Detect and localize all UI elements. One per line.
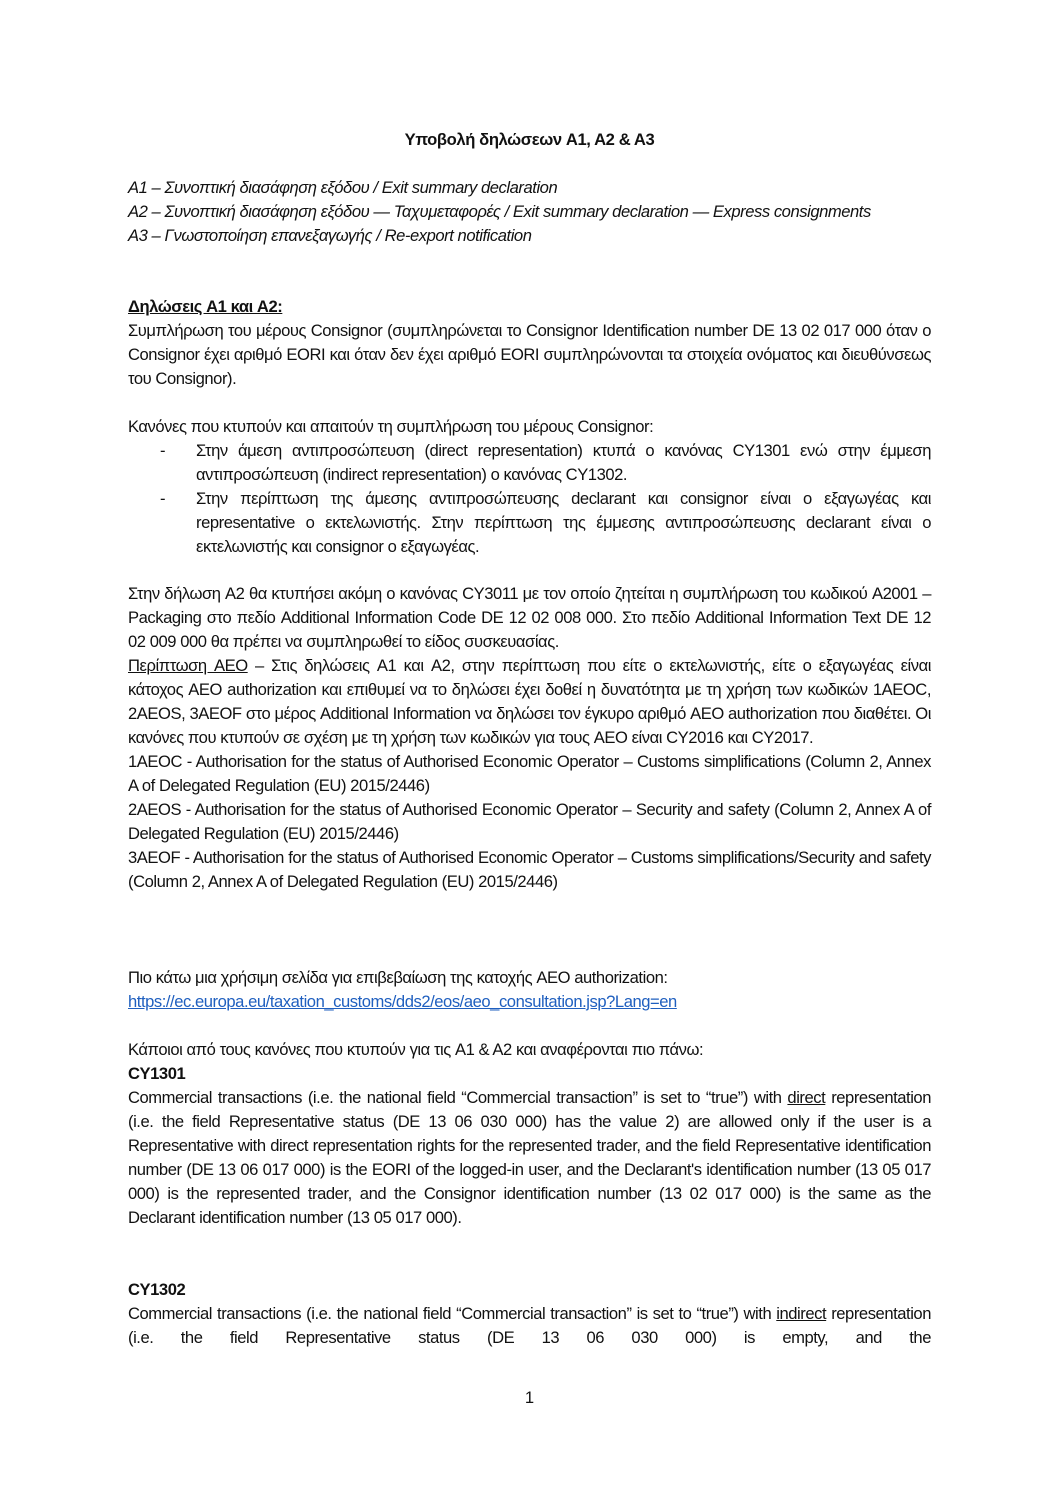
aeo-code-2aeos: 2AEOS - Authorisation for the status of Authorised Economic Operator – Security and safety (Column 2, Annex A of Delegated Regulation (EU) 2015/2446) — [128, 800, 931, 843]
rule-text-part: Commercial transactions (i.e. the national field “Commercial transaction” is set to “true”) with — [128, 1304, 777, 1323]
rule-underlined-term: direct — [787, 1088, 826, 1107]
declaration-types-list — [128, 176, 931, 248]
section-heading: Δηλώσεις A1 και A2: — [128, 297, 283, 316]
rule-bullet: - Στην περίπτωση της άμεσης αντιπροσώπευσης declarant και consignor είναι ο εξαγωγέας και representative ο εκτελωνιστής. Στην περίπτωση της έμμεσης αντιπροσώπευσης declarant είναι ο εκτελωνιστής και consignor ο εξαγωγέας. — [128, 487, 931, 559]
consignor-rules — [128, 415, 931, 559]
declaration-type-a1: A1 – Συνοπτική διασάφηση εξόδου / Exit summary declaration — [128, 178, 558, 197]
rules-intro: Κανόνες που κτυπούν και απαιτούν τη συμπλήρωση του μέρους Consignor: — [128, 417, 654, 436]
rule-bullet: - Στην άμεση αντιπροσώπευση (direct representation) κτυπά ο κανόνας CY1301 ενώ στην έμμεση αντιπροσώπευση (indirect representation) ο κανόνας CY1302. — [128, 439, 931, 487]
aeo-consultation-link[interactable]: https://ec.europa.eu/taxation_customs/dds2/eos/aeo_consultation.jsp?Lang=en — [128, 992, 677, 1011]
declaration-type-a3: A3 – Γνωστοποίηση επανεξαγωγής / Re-export notification — [128, 226, 532, 245]
consignor-intro-paragraph: Συμπλήρωση του μέρους Consignor (συμπληρώνεται το Consignor Identification number DE 13 02 017 000 όταν ο Consignor έχει αριθμό EORI και όταν δεν έχει αριθμό EORI συμπληρώνονται τα στοιχεία ονόματος και διευθύνσεως του Consignor). — [128, 321, 931, 388]
aeo-text: – Στις δηλώσεις A1 και A2, στην περίπτωση που είτε ο εκτελωνιστής, είτε ο εξαγωγέας είναι κάτοχος AEO authorization και επιθυμεί να το δηλώσει έχει δοθεί η δυνατότητα με τη χρήση των κωδικών 1AEOC, 2AEOS, 3AEOF στο μέρος Additional Information να δηλώσει τον έγκυρο αριθμό AEO authorization που διαθέτει. Οι κανόνες που κτυπούν σε σχέση με τη χρήση των κωδικών για τους AEO είναι CY2016 και CY2017. — [128, 656, 931, 747]
rule-text-part: Commercial transactions (i.e. the national field “Commercial transaction” is set to “true”) with — [128, 1088, 788, 1107]
section-a1-a2 — [128, 295, 931, 391]
a2-note — [128, 582, 931, 654]
declaration-type-a2: A2 – Συνοπτική διασάφηση εξόδου — Ταχυμεταφορές / Exit summary declaration — Express consignments — [128, 202, 871, 221]
rule-code-cy1302: CY1302 — [128, 1280, 186, 1299]
aeo-label: Περίπτωση AEO — [128, 656, 248, 675]
rule-text-part: representation (i.e. the field Representative status (DE 13 06 030 000) is empty, and the — [128, 1304, 931, 1347]
rules-section — [128, 1038, 931, 1230]
aeo-useful-page — [128, 966, 931, 1014]
rules-intro-text: Κάποιοι από τους κανόνες που κτυπούν για τις A1 & A2 και αναφέρονται πιο πάνω: — [128, 1040, 704, 1059]
rule-cy1302-text — [128, 1302, 931, 1350]
aeo-section — [128, 654, 931, 894]
rule-text-part: representation (i.e. the field Representative status (DE 13 06 030 000) has the value 2) are allowed only if the user is a Representative with direct representation rights for the represented trader, and the field Representative identification number (DE 13 06 017 000) is the EORI of the logged-in user, and the Declarant's identification number (13 05 017 000) is the represented trader, and the Consignor identification number (13 02 017 000) is the same as the Declarant identification number (13 05 017 000). — [128, 1088, 931, 1227]
rule-cy1301-text — [128, 1086, 931, 1230]
a2-note-paragraph: Στην δήλωση A2 θα κτυπήσει ακόμη ο κανόνας CY3011 με τον οποίο ζητείται η συμπλήρωση του κωδικού A2001 – Packaging στο πεδίο Additional Information Code DE 12 02 008 000. Στο πεδίο Additional Information Text DE 12 02 009 000 θα πρέπει να συμπληρωθεί το είδος συσκευασίας. — [128, 584, 931, 651]
aeo-code-1aeoc: 1AEOC - Authorisation for the status of Authorised Economic Operator – Customs simplifications (Column 2, Annex A of Delegated Regulation (EU) 2015/2446) — [128, 752, 931, 795]
rule-cy1302-block — [128, 1278, 931, 1350]
aeo-code-3aeof: 3AEOF - Authorisation for the status of Authorised Economic Operator – Customs simplifications/Security and safety (Column 2, Annex A of Delegated Regulation (EU) 2015/2446) — [128, 848, 931, 891]
useful-page-label: Πιο κάτω μια χρήσιμη σελίδα για επιβεβαίωση της κατοχής AEO authorization: — [128, 968, 668, 987]
document-title: Υποβολή δηλώσεων A1, A2 & A3 — [404, 130, 655, 149]
aeo-paragraph — [128, 654, 931, 750]
rule-underlined-term: indirect — [776, 1304, 827, 1323]
rule-code-cy1301: CY1301 — [128, 1064, 186, 1083]
page-number: 1 — [524, 1388, 535, 1407]
